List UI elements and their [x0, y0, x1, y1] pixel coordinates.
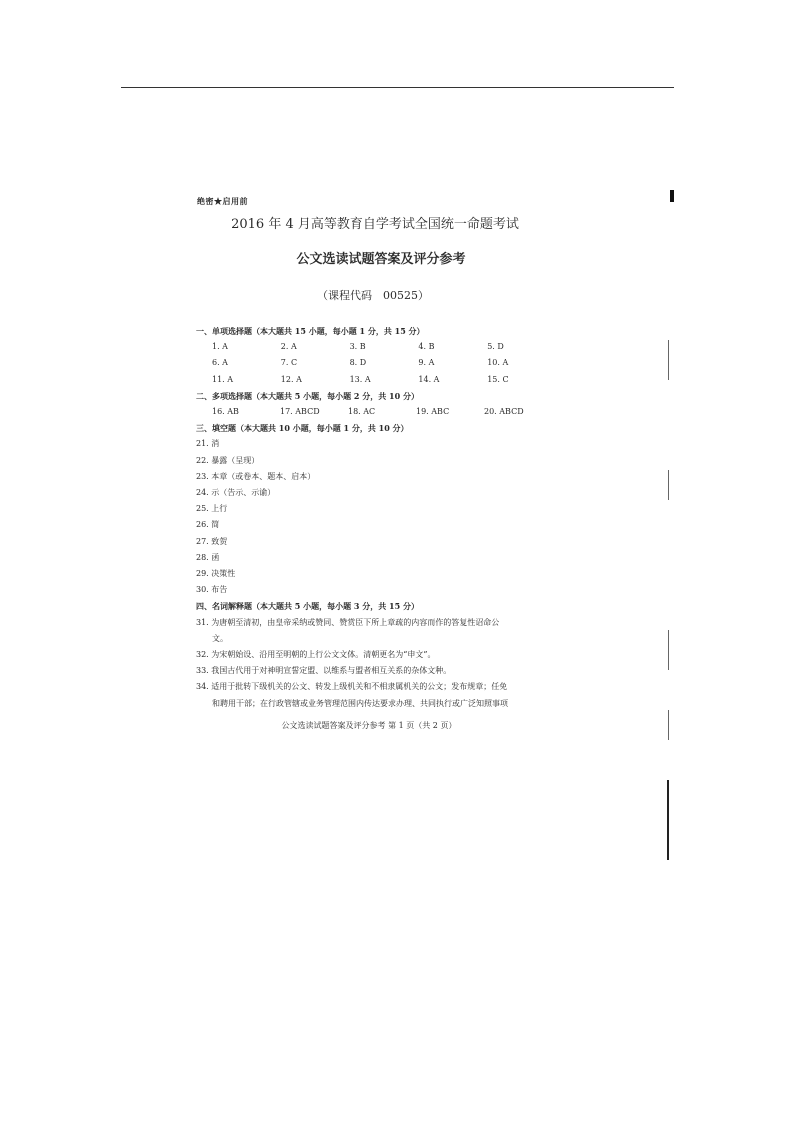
- definition-line: 32. 为宋朝始设、沿用至明朝的上行公文文体。清朝更名为“申文”。: [196, 650, 436, 660]
- definition-continuation: 和聘用干部；在行政管辖或业务管理范围内传达要求办理、共同执行或广泛知照事项: [212, 698, 508, 708]
- exam-title: [0, 213, 794, 232]
- definition-line: 33. 我国古代用于对神明宣誓定盟、以维系与盟者相互关系的杂体文种。: [196, 666, 452, 676]
- answer-cell: 18. AC: [348, 407, 376, 417]
- definition-answer: [196, 663, 556, 679]
- answer-cell: 17. ABCD: [280, 407, 320, 417]
- answer-cell: 1. A: [212, 342, 228, 352]
- course-code: [0, 287, 794, 303]
- answer-cell: 15. C: [487, 374, 509, 384]
- section-1-row: [196, 372, 556, 388]
- page-footer: [0, 720, 794, 731]
- answer-cell: 7. C: [280, 358, 298, 368]
- fill-answer: 30. 布告: [196, 585, 228, 595]
- answer-cell: 14. A: [418, 374, 440, 384]
- answer-cell: 11. A: [212, 374, 234, 384]
- answer-cell: 19. ABC: [416, 407, 450, 417]
- definition-line: 31. 为唐朝至清初，由皇帝采纳或赞同、赞赏臣下所上章疏的内容而作的答复性诏命公: [196, 617, 500, 627]
- definition-answer: [196, 679, 556, 711]
- answer-cell: 2. A: [280, 342, 297, 352]
- fill-answer: 28. 函: [196, 552, 220, 562]
- fill-answer: 24. 示（告示、示谕）: [196, 488, 276, 498]
- page-footer-text: 公文选读试题答案及评分参考 第 1 页（共 2 页）: [281, 721, 457, 730]
- fill-answer: 27. 致贺: [196, 536, 228, 546]
- fill-answer: 22. 暴露（呈现）: [196, 455, 260, 465]
- course-code-text: （课程代码 00525）: [317, 289, 429, 302]
- section-2-row: [196, 404, 556, 420]
- fill-answer: 25. 上行: [196, 504, 228, 514]
- answer-cell: 10. A: [487, 358, 509, 368]
- definition-answer: [196, 615, 556, 647]
- section-1-row: [196, 355, 556, 371]
- answer-cell: 6. A: [212, 358, 228, 368]
- answer-content: [196, 323, 556, 712]
- document-title-text: 公文选读试题答案及评分参考: [296, 252, 466, 267]
- section-4-heading: 四、名词解释题（本大题共 5 小题，每小题 3 分，共 15 分）: [196, 601, 419, 612]
- definition-continuation: 文。: [212, 633, 228, 643]
- fill-answer: 29. 决策性: [196, 569, 236, 579]
- answer-cell: 5. D: [487, 342, 504, 352]
- definition-line: 34. 适用于批转下级机关的公文、转发上级机关和不相隶属机关的公文；发布规章；任免: [196, 682, 508, 692]
- answer-cell: 9. A: [418, 358, 435, 368]
- secret-label: 绝密★启用前: [197, 196, 248, 206]
- section-1-row: [196, 339, 556, 355]
- top-rule: [121, 87, 674, 88]
- fill-answer: 23. 本章（或卷本、题本、启本）: [196, 471, 316, 481]
- answer-cell: 20. ABCD: [484, 407, 524, 417]
- section-3-heading: 三、填空题（本大题共 10 小题，每小题 1 分，共 10 分）: [196, 423, 409, 434]
- answer-cell: 16. AB: [212, 407, 239, 417]
- answer-cell: 4. B: [418, 342, 435, 352]
- fill-answer: 26. 简: [196, 520, 220, 530]
- answer-cell: 13. A: [349, 374, 371, 384]
- section-2-heading: 二、多项选择题（本大题共 5 小题，每小题 2 分，共 10 分）: [196, 390, 419, 401]
- answer-cell: 12. A: [280, 374, 302, 384]
- answer-cell: 3. B: [349, 342, 366, 352]
- fill-answer: 21. 消: [196, 439, 220, 449]
- section-1-heading: 一、单项选择题（本大题共 15 小题，每小题 1 分，共 15 分）: [196, 326, 425, 336]
- exam-title-text: 2016 年 4 月高等教育自学考试全国统一命题考试: [231, 217, 519, 232]
- answer-cell: 8. D: [349, 358, 367, 368]
- definition-answer: [196, 647, 556, 663]
- document-title: [0, 248, 794, 267]
